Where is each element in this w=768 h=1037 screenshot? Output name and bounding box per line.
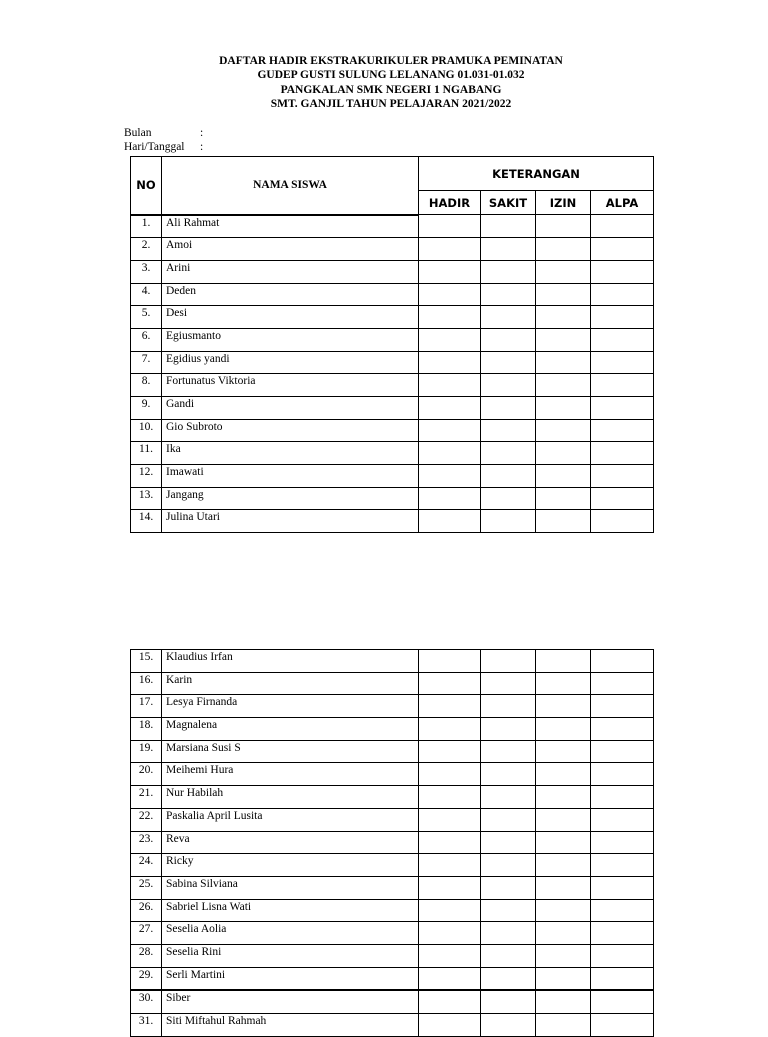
table-row: [131, 374, 654, 397]
row-number: 11.: [131, 442, 162, 465]
sakit-cell[interactable]: [481, 351, 536, 374]
izin-cell[interactable]: [536, 397, 591, 420]
alpa-cell[interactable]: [591, 990, 654, 1013]
row-number: 16.: [131, 672, 162, 695]
row-number: 10.: [131, 419, 162, 442]
student-name: Reva: [162, 831, 419, 854]
alpa-cell[interactable]: [591, 944, 654, 967]
izin-cell[interactable]: [536, 831, 591, 854]
table-row: [131, 260, 654, 283]
alpa-cell[interactable]: [591, 510, 654, 533]
col-header-nama: NAMA SISWA: [162, 157, 419, 215]
row-number: 13.: [131, 487, 162, 510]
sakit-cell[interactable]: [481, 397, 536, 420]
student-name: Jangang: [162, 487, 419, 510]
hadir-cell[interactable]: [419, 786, 481, 809]
alpa-cell[interactable]: [591, 419, 654, 442]
table-body-2: [131, 650, 654, 1037]
document-title: [0, 54, 768, 111]
row-number: 14.: [131, 510, 162, 533]
hadir-cell[interactable]: [419, 876, 481, 899]
student-name: Karin: [162, 672, 419, 695]
student-name: Siber: [162, 990, 419, 1013]
student-name: Lesya Firnanda: [162, 695, 419, 718]
row-number: 2.: [131, 238, 162, 261]
alpa-cell[interactable]: [591, 786, 654, 809]
table-row: [131, 854, 654, 877]
alpa-cell[interactable]: [591, 808, 654, 831]
bulan-colon: :: [200, 127, 204, 139]
tanggal-colon: :: [200, 141, 204, 153]
alpa-cell[interactable]: [591, 854, 654, 877]
col-header-izin: IZIN: [536, 191, 591, 215]
student-name: Gio Subroto: [162, 419, 419, 442]
row-number: 12.: [131, 465, 162, 488]
student-name: Egiusmanto: [162, 328, 419, 351]
row-number: 3.: [131, 260, 162, 283]
student-name: Magnalena: [162, 718, 419, 741]
student-name: Imawati: [162, 465, 419, 488]
izin-cell[interactable]: [536, 922, 591, 945]
student-name: Amoi: [162, 238, 419, 261]
student-name: Ricky: [162, 854, 419, 877]
student-name: Deden: [162, 283, 419, 306]
alpa-cell[interactable]: [591, 351, 654, 374]
izin-cell[interactable]: [536, 876, 591, 899]
row-number: 9.: [131, 397, 162, 420]
alpa-cell[interactable]: [591, 967, 654, 990]
sakit-cell[interactable]: [481, 922, 536, 945]
row-number: 18.: [131, 718, 162, 741]
hadir-cell[interactable]: [419, 215, 481, 238]
tanggal-label: Hari/Tanggal: [124, 141, 185, 153]
sakit-cell[interactable]: [481, 718, 536, 741]
alpa-cell[interactable]: [591, 487, 654, 510]
row-number: 15.: [131, 650, 162, 673]
hadir-cell[interactable]: [419, 944, 481, 967]
hadir-cell[interactable]: [419, 510, 481, 533]
alpa-cell[interactable]: [591, 328, 654, 351]
alpa-cell[interactable]: [591, 718, 654, 741]
hadir-cell[interactable]: [419, 831, 481, 854]
sakit-cell[interactable]: [481, 374, 536, 397]
col-header-sakit: SAKIT: [481, 191, 536, 215]
sakit-cell[interactable]: [481, 465, 536, 488]
table-row: [131, 328, 654, 351]
hadir-cell[interactable]: [419, 351, 481, 374]
col-header-alpa: ALPA: [591, 191, 654, 215]
alpa-cell[interactable]: [591, 876, 654, 899]
sakit-cell[interactable]: [481, 695, 536, 718]
izin-cell[interactable]: [536, 967, 591, 990]
student-name: Serli Martini: [162, 967, 419, 990]
alpa-cell[interactable]: [591, 397, 654, 420]
hadir-cell[interactable]: [419, 990, 481, 1013]
table-row: [131, 808, 654, 831]
alpa-cell[interactable]: [591, 238, 654, 261]
sakit-cell[interactable]: [481, 967, 536, 990]
sakit-cell[interactable]: [481, 808, 536, 831]
student-name: Desi: [162, 306, 419, 329]
table-row: [131, 283, 654, 306]
alpa-cell[interactable]: [591, 442, 654, 465]
hadir-cell[interactable]: [419, 740, 481, 763]
table-row: [131, 1014, 654, 1037]
table-row: [131, 990, 654, 1013]
hadir-cell[interactable]: [419, 967, 481, 990]
izin-cell[interactable]: [536, 854, 591, 877]
table-row: [131, 215, 654, 238]
sakit-cell[interactable]: [481, 306, 536, 329]
izin-cell[interactable]: [536, 763, 591, 786]
alpa-cell[interactable]: [591, 740, 654, 763]
tanggal-field: [124, 140, 203, 154]
student-name: Sabina Silviana: [162, 876, 419, 899]
izin-cell[interactable]: [536, 328, 591, 351]
student-name: Seselia Rini: [162, 944, 419, 967]
izin-cell[interactable]: [536, 695, 591, 718]
row-number: 17.: [131, 695, 162, 718]
sakit-cell[interactable]: [481, 990, 536, 1013]
table-row: [131, 763, 654, 786]
table-row: [131, 487, 654, 510]
izin-cell[interactable]: [536, 510, 591, 533]
table-row: [131, 419, 654, 442]
title-line-2: GUDEP GUSTI SULUNG LELANANG 01.031-01.032: [257, 69, 525, 82]
table-row: [131, 831, 654, 854]
izin-cell[interactable]: [536, 260, 591, 283]
attendance-table-1: [130, 156, 654, 533]
izin-cell[interactable]: [536, 215, 591, 238]
hadir-cell[interactable]: [419, 808, 481, 831]
col-header-no: NO: [131, 157, 162, 215]
row-number: 27.: [131, 922, 162, 945]
alpa-cell[interactable]: [591, 306, 654, 329]
sakit-cell[interactable]: [481, 283, 536, 306]
row-number: 23.: [131, 831, 162, 854]
sakit-cell[interactable]: [481, 238, 536, 261]
izin-cell[interactable]: [536, 650, 591, 673]
alpa-cell[interactable]: [591, 374, 654, 397]
table-row: [131, 922, 654, 945]
alpa-cell[interactable]: [591, 283, 654, 306]
izin-cell[interactable]: [536, 487, 591, 510]
student-name: Klaudius Irfan: [162, 650, 419, 673]
row-number: 5.: [131, 306, 162, 329]
table-row: [131, 672, 654, 695]
sakit-cell[interactable]: [481, 876, 536, 899]
sakit-cell[interactable]: [481, 328, 536, 351]
alpa-cell[interactable]: [591, 215, 654, 238]
table-row: [131, 695, 654, 718]
sakit-cell[interactable]: [481, 763, 536, 786]
table-body-1: [131, 215, 654, 533]
row-number: 22.: [131, 808, 162, 831]
student-name: Nur Habilah: [162, 786, 419, 809]
alpa-cell[interactable]: [591, 672, 654, 695]
izin-cell[interactable]: [536, 1014, 591, 1037]
title-line-1: DAFTAR HADIR EKSTRAKURIKULER PRAMUKA PEMINATAN: [219, 55, 563, 67]
student-name: Siti Miftahul Rahmah: [162, 1014, 419, 1037]
row-number: 25.: [131, 876, 162, 899]
sakit-cell[interactable]: [481, 740, 536, 763]
sakit-cell[interactable]: [481, 510, 536, 533]
hadir-cell[interactable]: [419, 374, 481, 397]
sakit-cell[interactable]: [481, 650, 536, 673]
hadir-cell[interactable]: [419, 306, 481, 329]
alpa-cell[interactable]: [591, 650, 654, 673]
hadir-cell[interactable]: [419, 650, 481, 673]
row-number: 20.: [131, 763, 162, 786]
bulan-label: Bulan: [124, 127, 152, 139]
hadir-cell[interactable]: [419, 260, 481, 283]
title-line-3: PANGKALAN SMK NEGERI 1 NGABANG: [280, 83, 502, 96]
table-row: [131, 876, 654, 899]
hadir-cell[interactable]: [419, 672, 481, 695]
hadir-cell[interactable]: [419, 695, 481, 718]
student-name: Marsiana Susi S: [162, 740, 419, 763]
bulan-field: [124, 126, 203, 140]
table-row: [131, 465, 654, 488]
hadir-cell[interactable]: [419, 328, 481, 351]
table-row: [131, 351, 654, 374]
student-name: Egidius yandi: [162, 351, 419, 374]
table-row: [131, 786, 654, 809]
student-name: Meihemi Hura: [162, 763, 419, 786]
izin-cell[interactable]: [536, 740, 591, 763]
hadir-cell[interactable]: [419, 465, 481, 488]
izin-cell[interactable]: [536, 374, 591, 397]
izin-cell[interactable]: [536, 786, 591, 809]
sakit-cell[interactable]: [481, 487, 536, 510]
student-name: Paskalia April Lusita: [162, 808, 419, 831]
student-name: Ali Rahmat: [162, 215, 419, 238]
izin-cell[interactable]: [536, 990, 591, 1013]
izin-cell[interactable]: [536, 306, 591, 329]
sakit-cell[interactable]: [481, 899, 536, 922]
attendance-table-2: [130, 649, 654, 1037]
izin-cell[interactable]: [536, 442, 591, 465]
row-number: 21.: [131, 786, 162, 809]
alpa-cell[interactable]: [591, 763, 654, 786]
table-row: [131, 306, 654, 329]
row-number: 30.: [131, 990, 162, 1013]
table-row: [131, 442, 654, 465]
hadir-cell[interactable]: [419, 283, 481, 306]
hadir-cell[interactable]: [419, 487, 481, 510]
col-header-hadir: HADIR: [419, 191, 481, 215]
row-number: 26.: [131, 899, 162, 922]
table-row: [131, 899, 654, 922]
sakit-cell[interactable]: [481, 944, 536, 967]
row-number: 29.: [131, 967, 162, 990]
izin-cell[interactable]: [536, 419, 591, 442]
row-number: 31.: [131, 1014, 162, 1037]
izin-cell[interactable]: [536, 238, 591, 261]
table-row: [131, 967, 654, 990]
title-line-4: SMT. GANJIL TAHUN PELAJARAN 2021/2022: [270, 97, 512, 110]
alpa-cell[interactable]: [591, 831, 654, 854]
sakit-cell[interactable]: [481, 442, 536, 465]
izin-cell[interactable]: [536, 718, 591, 741]
alpa-cell[interactable]: [591, 922, 654, 945]
table-row: [131, 740, 654, 763]
hadir-cell[interactable]: [419, 442, 481, 465]
sakit-cell[interactable]: [481, 1014, 536, 1037]
alpa-cell[interactable]: [591, 899, 654, 922]
hadir-cell[interactable]: [419, 419, 481, 442]
row-number: 24.: [131, 854, 162, 877]
hadir-cell[interactable]: [419, 1014, 481, 1037]
izin-cell[interactable]: [536, 283, 591, 306]
hadir-cell[interactable]: [419, 922, 481, 945]
table-row: [131, 718, 654, 741]
table-row: [131, 238, 654, 261]
izin-cell[interactable]: [536, 351, 591, 374]
student-name: Julina Utari: [162, 510, 419, 533]
sakit-cell[interactable]: [481, 419, 536, 442]
row-number: 6.: [131, 328, 162, 351]
student-name: Sabriel Lisna Wati: [162, 899, 419, 922]
sakit-cell[interactable]: [481, 854, 536, 877]
row-number: 8.: [131, 374, 162, 397]
student-name: Ika: [162, 442, 419, 465]
izin-cell[interactable]: [536, 672, 591, 695]
table-row: [131, 650, 654, 673]
table-row: [131, 944, 654, 967]
student-name: Gandi: [162, 397, 419, 420]
row-number: 1.: [131, 215, 162, 238]
table-row: [131, 397, 654, 420]
alpa-cell[interactable]: [591, 695, 654, 718]
sakit-cell[interactable]: [481, 260, 536, 283]
izin-cell[interactable]: [536, 899, 591, 922]
student-name: Seselia Aolia: [162, 922, 419, 945]
hadir-cell[interactable]: [419, 899, 481, 922]
hadir-cell[interactable]: [419, 854, 481, 877]
sakit-cell[interactable]: [481, 672, 536, 695]
student-name: Arini: [162, 260, 419, 283]
hadir-cell[interactable]: [419, 397, 481, 420]
alpa-cell[interactable]: [591, 465, 654, 488]
izin-cell[interactable]: [536, 808, 591, 831]
row-number: 4.: [131, 283, 162, 306]
hadir-cell[interactable]: [419, 238, 481, 261]
sakit-cell[interactable]: [481, 215, 536, 238]
sakit-cell[interactable]: [481, 786, 536, 809]
table-row: [131, 510, 654, 533]
alpa-cell[interactable]: [591, 1014, 654, 1037]
sakit-cell[interactable]: [481, 831, 536, 854]
izin-cell[interactable]: [536, 944, 591, 967]
hadir-cell[interactable]: [419, 718, 481, 741]
izin-cell[interactable]: [536, 465, 591, 488]
alpa-cell[interactable]: [591, 260, 654, 283]
col-header-keterangan: KETERANGAN: [419, 157, 654, 191]
student-name: Fortunatus Viktoria: [162, 374, 419, 397]
hadir-cell[interactable]: [419, 763, 481, 786]
row-number: 28.: [131, 944, 162, 967]
row-number: 19.: [131, 740, 162, 763]
row-number: 7.: [131, 351, 162, 374]
